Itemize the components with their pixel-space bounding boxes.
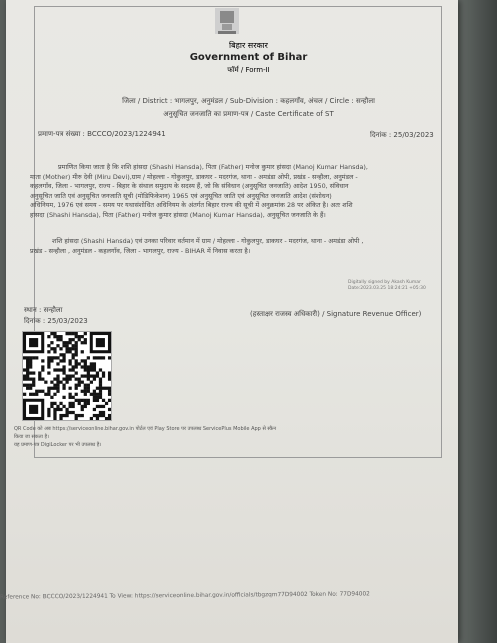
signature-label: (हस्ताक्षर राजस्व अधिकारी) / Signature Revenue Officer): [250, 310, 422, 318]
form-label: फॉर्म / Form-II: [227, 66, 270, 74]
digital-signature-date: Date:2023.03.25 18:24:21 +05:30: [348, 286, 426, 291]
paragraph-line: प्रखंड - सन्हौला , अनुमंडल - कहलगाँव, जिला - भागलपुर, राज्य - BIHAR में निवास करता है।: [30, 246, 251, 255]
paragraph-line: अनुसूचित जाति एवं अनुसूचित जनजाति सूची (मोडिफिकेशन) 1965 एवं अनुसूचित जाति एवं अनुसूचित जनजाति आदेश (संशोधन): [30, 191, 332, 200]
paragraph-line: अधिनियम, 1976 एवं समय - समय पर यथासंशोधित अधिनियम के अंतर्गत बिहार राज्य की सूची में अनुक्रमांक 28 पर अंकित है। अतः शशि: [30, 201, 353, 210]
digilocker-note: यह प्रमाण-पत्र DigiLocker पर भी उपलब्ध है।: [14, 442, 102, 448]
paragraph-line: माता (Mother) मीरु देवी (Miru Devi),ग्राम / मोहल्ला - गोकुलपुर, डाकघर - मदरगंज, थाना - अमडंडा ओपी, प्रखंड - सन्हौला, अनुमंडल -: [30, 172, 358, 181]
place-date-label: दिनांक : 25/03/2023: [24, 317, 88, 325]
paragraph-line: प्रमाणित किया जाता है कि शशि हांसदा (Shashi Hansda), पिता (Father) मनोज कुमार हांसदा (Manoj Kumar Hansda),: [58, 163, 368, 171]
digital-signature-name: Digitally signed by Akash Kumar: [348, 280, 421, 285]
qr-note-line-1: QR Code को अब https://serviceonline.bihar.gov.in पोर्टल एवं Play Store पर उपलब्ध ServicePlus Mobile App से स्कैन: [14, 426, 276, 432]
certificate-paragraph-1: [30, 163, 442, 221]
certificate-number: प्रमाण-पत्र संख्या : BCCCO/2023/1224941: [38, 130, 166, 138]
certificate-title: अनुसूचित जनजाति का प्रमाण-पत्र / Caste Certificate of ST: [163, 110, 334, 118]
gov-english-heading: Government of Bihar: [189, 52, 308, 63]
digital-signature: [348, 280, 426, 292]
certificate-paragraph-2: [30, 237, 442, 256]
paragraph-line: कहलगाँव, जिला - भागलपुर, राज्य - बिहार के संथाल समुदाय के सदस्य हैं, जो कि संविधान (अनुसूचित जनजाति) आदेश 1950, संविधान: [30, 182, 349, 191]
paragraph-line: हांसदा (Shashi Hansda), पिता (Father) मनोज कुमार हांसदा (Manoj Kumar Hansda), अनुसूचित जनजाति के हैं।: [30, 210, 326, 219]
paragraph-line: शशि हांसदा (Shashi Hansda) एवं उनका परिवार वर्तमान में ग्राम / मोहल्ला - गोकुलपुर, डाकघर - मदरगंज, थाना - अमडंडा ओपी ,: [52, 237, 364, 245]
qr-code: [22, 331, 112, 421]
qr-note-line-2: किया जा सकता है।: [14, 434, 50, 440]
district-line: जिला / District : भागलपुर, अनुमंडल / Sub-Division : कहलगाँव, अंचल / Circle : सन्हौला: [122, 97, 375, 105]
qr-code-icon: [23, 332, 111, 420]
gov-hindi-heading: बिहार सरकार: [229, 41, 268, 50]
government-emblem-icon: [212, 6, 242, 38]
footer-reference: Reference No: BCCCO/2023/1224941 To View: https://serviceonline.bihar.gov.in/officials/tbgzqm77D94002 Token No: 77D94002: [0, 591, 370, 601]
place-label: स्थान : सन्हौला: [24, 306, 63, 314]
issue-date: दिनांक : 25/03/2023: [370, 131, 434, 139]
